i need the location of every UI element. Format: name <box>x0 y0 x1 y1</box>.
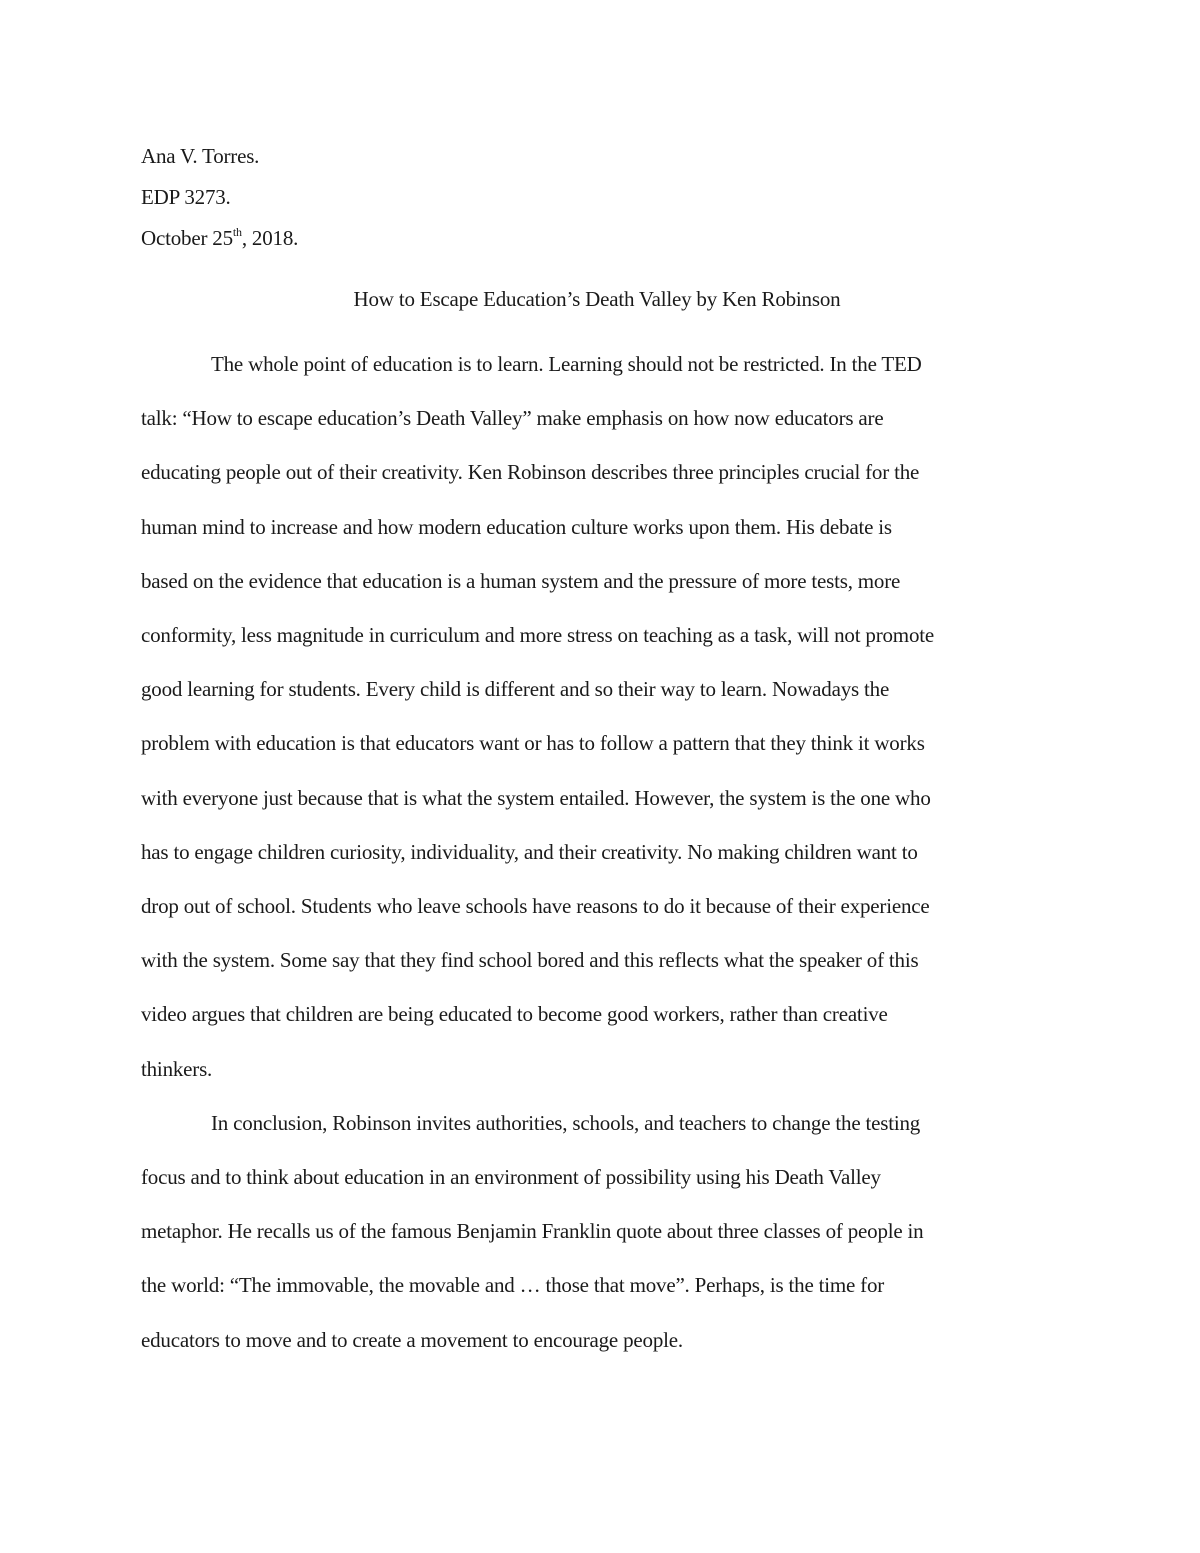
paragraph-line: educating people out of their creativity. Ken Robinson describes three principles crucial for the <box>141 460 920 485</box>
date-ordinal-suffix: th <box>232 225 242 239</box>
paragraph-line: metaphor. He recalls us of the famous Benjamin Franklin quote about three classes of people in <box>141 1219 924 1244</box>
body-paragraph-2 <box>141 1096 1053 1367</box>
paragraph-line: In conclusion, Robinson invites authorities, schools, and teachers to change the testing <box>211 1110 921 1135</box>
paragraph-line: conformity, less magnitude in curriculum and more stress on teaching as a task, will not promote <box>141 623 935 648</box>
paragraph-line: problem with education is that educators want or has to follow a pattern that they think it works <box>141 731 925 756</box>
document-body <box>141 140 1053 1367</box>
paragraph-line: The whole point of education is to learn. Learning should not be restricted. In the TED <box>211 352 922 376</box>
paragraph-line: thinkers. <box>141 1056 213 1081</box>
paragraph-line: the world: “The immovable, the movable and … those that move”. Perhaps, is the time for <box>141 1273 885 1298</box>
document-title: How to Escape Education’s Death Valley by Ken Robinson <box>353 287 841 311</box>
paragraph-line: good learning for students. Every child is different and so their way to learn. Nowadays the <box>141 677 890 702</box>
paragraph-line: drop out of school. Students who leave schools have reasons to do it because of their experience <box>141 894 930 919</box>
course-code: EDP 3273. <box>141 185 231 209</box>
paragraph-line: talk: “How to escape education’s Death Valley” make emphasis on how now educators are <box>141 406 884 431</box>
paragraph-line: has to engage children curiosity, individuality, and their creativity. No making children want to <box>141 839 918 864</box>
author-name: Ana V. Torres. <box>141 144 260 168</box>
date-suffix: , 2018. <box>241 226 299 250</box>
date-prefix: October 25 <box>141 226 233 250</box>
paragraph-line: based on the evidence that education is a human system and the pressure of more tests, more <box>141 568 901 593</box>
paragraph-line: video argues that children are being educated to become good workers, rather than creative <box>141 1002 888 1027</box>
body-paragraph-1 <box>141 337 1053 1096</box>
paragraph-line: with everyone just because that is what the system entailed. However, the system is the one who <box>141 785 931 810</box>
paragraph-line: focus and to think about education in an environment of possibility using his Death Valley <box>141 1165 881 1190</box>
paragraph-line: educators to move and to create a movement to encourage people. <box>141 1327 683 1352</box>
document-date <box>141 222 1053 283</box>
paragraph-line: with the system. Some say that they find school bored and this reflects what the speaker of this <box>141 948 919 973</box>
paragraph-line: human mind to increase and how modern education culture works upon them. His debate is <box>141 514 892 539</box>
